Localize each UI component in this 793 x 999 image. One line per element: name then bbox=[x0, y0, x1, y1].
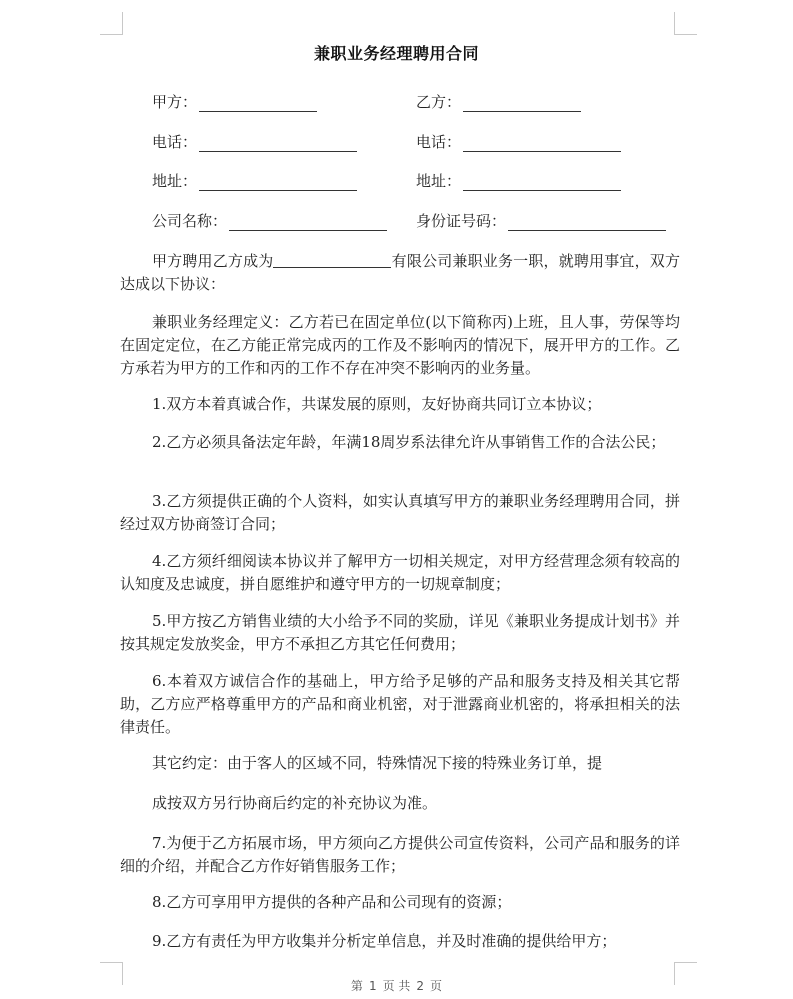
footer-prefix: 第 bbox=[350, 979, 363, 993]
page-footer bbox=[0, 977, 793, 994]
crop-mark-top-right bbox=[674, 12, 697, 35]
clause-4: 4.乙方须纤细阅读本协议并了解甲方一切相关规定，对甲方经营理念须有较高的认知度及忠诚度，拼自愿维护和遵守甲方的一切规章制度； bbox=[120, 552, 680, 593]
company-blank[interactable] bbox=[273, 251, 391, 268]
clause-1: 1.双方本着真诚合作，共谋发展的原则，友好协商共同订立本协议； bbox=[152, 395, 602, 413]
id-number-blank[interactable] bbox=[508, 214, 666, 231]
other-agreement-line-2: 成按双方另行协商后约定的补充协议为准。 bbox=[152, 794, 438, 812]
party-a-field bbox=[152, 92, 317, 112]
company-name-label: 公司名称： bbox=[152, 212, 228, 230]
id-number-field bbox=[416, 211, 666, 231]
clause-9: 9.乙方有责任为甲方收集并分析定单信息，并及时准确的提供给甲方； bbox=[152, 932, 617, 950]
id-number-label: 身份证号码： bbox=[416, 212, 507, 230]
party-b-blank[interactable] bbox=[463, 95, 581, 112]
address-a-label: 地址： bbox=[152, 172, 198, 190]
party-a-label: 甲方： bbox=[152, 93, 198, 111]
phone-b-label: 电话： bbox=[416, 133, 462, 151]
phone-b-field bbox=[416, 132, 621, 152]
other-agreement-line-1: 其它约定：由于客人的区域不同，特殊情况下接的特殊业务订单，提 bbox=[152, 754, 603, 772]
footer-suffix: 页 bbox=[430, 979, 443, 993]
clause-3: 3.乙方须提供正确的个人资料，如实认真填写甲方的兼职业务经理聘用合同，拼经过双方协商签订合同； bbox=[120, 492, 680, 533]
footer-current-page: 1 bbox=[368, 979, 377, 993]
intro-text-after: 有限公司兼职业务一职，就聘用事宜，双方达成以下协议： bbox=[120, 252, 680, 293]
clause-8: 8.乙方可享用甲方提供的各种产品和公司现有的资源； bbox=[152, 893, 512, 911]
party-b-field bbox=[416, 92, 581, 112]
address-a-field bbox=[152, 171, 357, 191]
clause-7: 7.为便于乙方拓展市场，甲方须向乙方提供公司宣传资料，公司产品和服务的详细的介绍，并配合乙方作好销售服务工作； bbox=[120, 834, 680, 875]
document-title: 兼职业务经理聘用合同 bbox=[313, 44, 479, 63]
phone-a-label: 电话： bbox=[152, 133, 198, 151]
address-b-label: 地址： bbox=[416, 172, 462, 190]
intro-paragraph bbox=[120, 250, 680, 296]
party-b-label: 乙方： bbox=[416, 93, 462, 111]
definition-paragraph: 兼职业务经理定义：乙方若已在固定单位(以下简称丙)上班，且人事，劳保等均在固定定位，在乙方能正常完成丙的工作及不影响丙的情况下，展开甲方的工作。乙方承若为甲方的工作和丙的工作不存在冲突不影响丙的业务量。 bbox=[120, 313, 680, 377]
footer-total-pages: 2 bbox=[416, 979, 425, 993]
footer-middle: 页 共 bbox=[382, 979, 411, 993]
clause-2: 2.乙方必须具备法定年龄，年满18周岁系法律允许从事销售工作的合法公民； bbox=[152, 433, 666, 451]
company-name-field bbox=[152, 211, 387, 231]
crop-mark-top-left bbox=[100, 12, 123, 35]
phone-a-field bbox=[152, 132, 357, 152]
address-b-blank[interactable] bbox=[463, 174, 621, 191]
intro-text-before: 甲方聘用乙方成为 bbox=[152, 252, 274, 270]
phone-b-blank[interactable] bbox=[463, 135, 621, 152]
address-a-blank[interactable] bbox=[199, 174, 357, 191]
company-name-blank[interactable] bbox=[229, 214, 387, 231]
clause-5: 5.甲方按乙方销售业绩的大小给予不同的奖励，详见《兼职业务提成计划书》并按其规定发放奖金，甲方不承担乙方其它任何费用； bbox=[120, 612, 680, 653]
address-b-field bbox=[416, 171, 621, 191]
clause-6: 6.本着双方诚信合作的基础上，甲方给予足够的产品和服务支持及相关其它帮助，乙方应严格尊重甲方的产品和商业机密，对于泄露商业机密的，将承担相关的法律责任。 bbox=[120, 672, 680, 736]
party-a-blank[interactable] bbox=[199, 95, 317, 112]
phone-a-blank[interactable] bbox=[199, 135, 357, 152]
